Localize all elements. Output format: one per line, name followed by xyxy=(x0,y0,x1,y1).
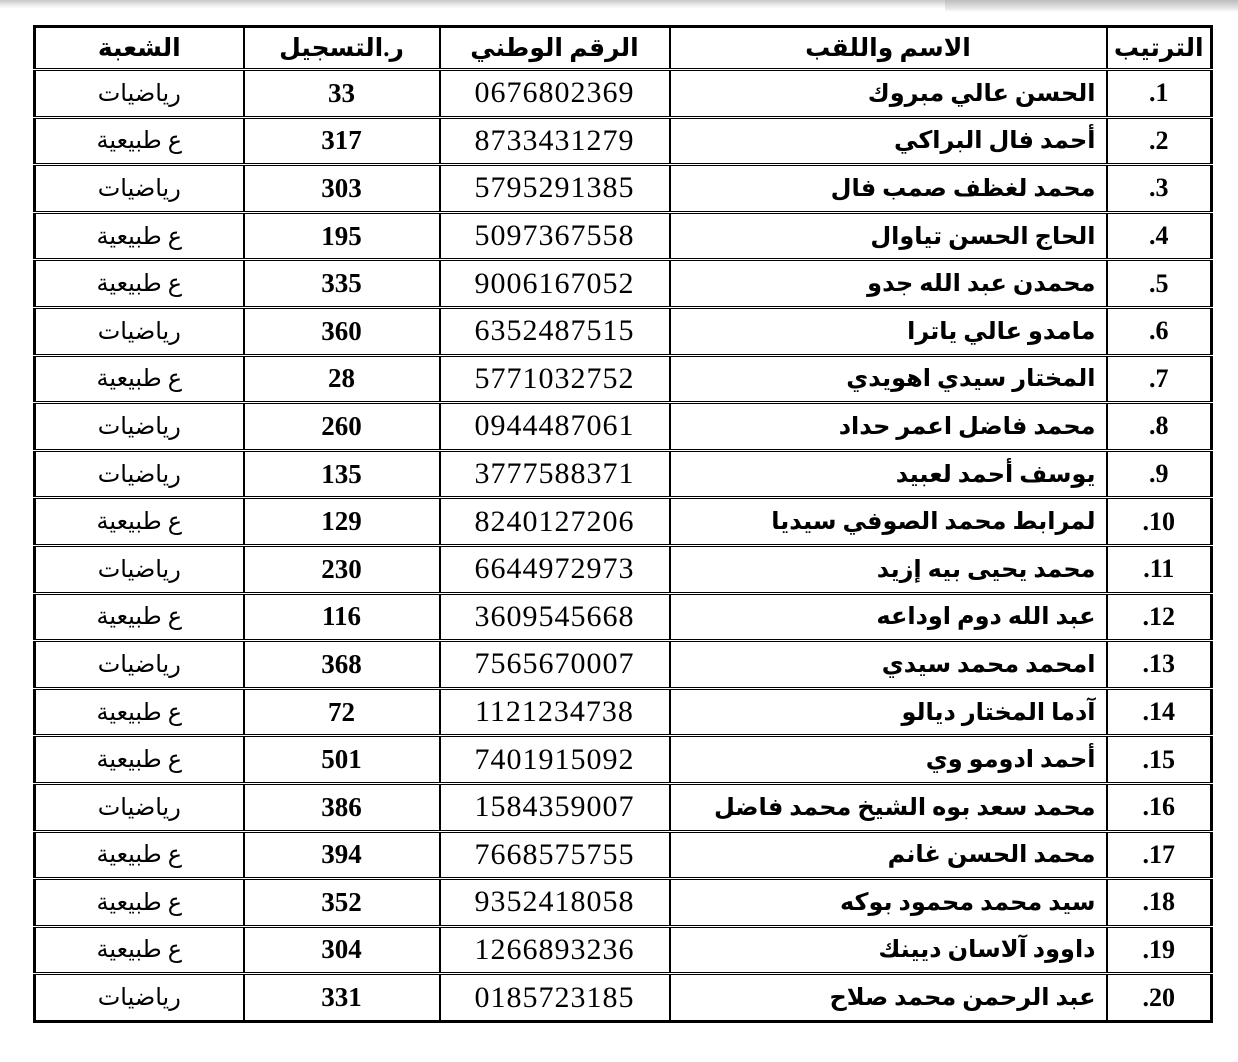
rank-cell: 7. xyxy=(1107,355,1212,403)
name-cell: سيد محمد محمود بوكه xyxy=(670,879,1107,927)
section-cell: ع طبيعية xyxy=(35,117,244,165)
students-ranking-table xyxy=(33,25,1213,1023)
national-id-cell: 7668575755 xyxy=(440,831,670,879)
table-row xyxy=(35,879,1212,927)
registration-cell: 230 xyxy=(244,545,440,593)
registration-cell: 304 xyxy=(244,926,440,974)
name-cell: يوسف أحمد لعبيد xyxy=(670,450,1107,498)
header-section: الشعبة xyxy=(35,27,244,70)
section-cell: رياضيات xyxy=(35,545,244,593)
rank-cell: 13. xyxy=(1107,641,1212,689)
rank-cell: 14. xyxy=(1107,688,1212,736)
national-id-cell: 0676802369 xyxy=(440,70,670,118)
section-cell: رياضيات xyxy=(35,70,244,118)
table-row xyxy=(35,641,1212,689)
table-row xyxy=(35,355,1212,403)
rank-cell: 3. xyxy=(1107,165,1212,213)
section-cell: ع طبيعية xyxy=(35,831,244,879)
name-cell: المختار سيدي اهويدي xyxy=(670,355,1107,403)
rank-cell: 1. xyxy=(1107,70,1212,118)
national-id-cell: 6352487515 xyxy=(440,307,670,355)
national-id-cell: 5097367558 xyxy=(440,212,670,260)
section-cell: ع طبيعية xyxy=(35,498,244,546)
section-cell: ع طبيعية xyxy=(35,688,244,736)
name-cell: الحسن عالي مبروك xyxy=(670,70,1107,118)
section-cell: ع طبيعية xyxy=(35,355,244,403)
national-id-cell: 8733431279 xyxy=(440,117,670,165)
header-name: الاسم واللقب xyxy=(670,27,1107,70)
registration-cell: 331 xyxy=(244,974,440,1022)
table-row xyxy=(35,70,1212,118)
rank-cell: 2. xyxy=(1107,117,1212,165)
header-row xyxy=(35,27,1212,70)
rank-cell: 17. xyxy=(1107,831,1212,879)
registration-cell: 317 xyxy=(244,117,440,165)
name-cell: محمد لغظف صمب فال xyxy=(670,165,1107,213)
table-row xyxy=(35,593,1212,641)
name-cell: أحمد ادومو وي xyxy=(670,736,1107,784)
table-row xyxy=(35,117,1212,165)
table-row xyxy=(35,403,1212,451)
rank-cell: 6. xyxy=(1107,307,1212,355)
section-cell: ع طبيعية xyxy=(35,926,244,974)
national-id-cell: 7401915092 xyxy=(440,736,670,784)
national-id-cell: 0944487061 xyxy=(440,403,670,451)
registration-cell: 368 xyxy=(244,641,440,689)
national-id-cell: 1584359007 xyxy=(440,783,670,831)
header-national-id: الرقم الوطني xyxy=(440,27,670,70)
header-registration: ر.التسجيل xyxy=(244,27,440,70)
registration-cell: 303 xyxy=(244,165,440,213)
section-cell: رياضيات xyxy=(35,974,244,1022)
name-cell: محمد فاضل اعمر حداد xyxy=(670,403,1107,451)
rank-cell: 18. xyxy=(1107,879,1212,927)
registration-cell: 501 xyxy=(244,736,440,784)
table-row xyxy=(35,307,1212,355)
table-row xyxy=(35,450,1212,498)
table-row xyxy=(35,736,1212,784)
registration-cell: 335 xyxy=(244,260,440,308)
name-cell: محمد سعد بوه الشيخ محمد فاضل xyxy=(670,783,1107,831)
table-row xyxy=(35,165,1212,213)
rank-cell: 11. xyxy=(1107,545,1212,593)
section-cell: ع طبيعية xyxy=(35,212,244,260)
rank-cell: 15. xyxy=(1107,736,1212,784)
table-row xyxy=(35,831,1212,879)
national-id-cell: 9352418058 xyxy=(440,879,670,927)
section-cell: ع طبيعية xyxy=(35,879,244,927)
name-cell: الحاج الحسن تياوال xyxy=(670,212,1107,260)
section-cell: رياضيات xyxy=(35,307,244,355)
rank-cell: 12. xyxy=(1107,593,1212,641)
section-cell: رياضيات xyxy=(35,403,244,451)
section-cell: رياضيات xyxy=(35,165,244,213)
registration-cell: 195 xyxy=(244,212,440,260)
national-id-cell: 6644972973 xyxy=(440,545,670,593)
national-id-cell: 3609545668 xyxy=(440,593,670,641)
table-row xyxy=(35,783,1212,831)
rank-cell: 9. xyxy=(1107,450,1212,498)
section-cell: رياضيات xyxy=(35,641,244,689)
rank-cell: 20. xyxy=(1107,974,1212,1022)
registration-cell: 28 xyxy=(244,355,440,403)
header-rank: الترتيب xyxy=(1107,27,1212,70)
national-id-cell: 5771032752 xyxy=(440,355,670,403)
name-cell: لمرابط محمد الصوفي سيديا xyxy=(670,498,1107,546)
registration-cell: 394 xyxy=(244,831,440,879)
scan-edge-artifact-right xyxy=(945,0,1238,12)
registration-cell: 33 xyxy=(244,70,440,118)
national-id-cell: 0185723185 xyxy=(440,974,670,1022)
name-cell: عبد الله دوم اوداعه xyxy=(670,593,1107,641)
national-id-cell: 1266893236 xyxy=(440,926,670,974)
national-id-cell: 3777588371 xyxy=(440,450,670,498)
name-cell: داوود آلاسان ديينك xyxy=(670,926,1107,974)
name-cell: محمد الحسن غانم xyxy=(670,831,1107,879)
name-cell: محمد يحيى بيه إزيد xyxy=(670,545,1107,593)
registration-cell: 352 xyxy=(244,879,440,927)
table-row xyxy=(35,974,1212,1022)
table-row xyxy=(35,545,1212,593)
registration-cell: 129 xyxy=(244,498,440,546)
national-id-cell: 1121234738 xyxy=(440,688,670,736)
registration-cell: 260 xyxy=(244,403,440,451)
name-cell: محمدن عبد الله جدو xyxy=(670,260,1107,308)
section-cell: ع طبيعية xyxy=(35,736,244,784)
section-cell: رياضيات xyxy=(35,450,244,498)
national-id-cell: 8240127206 xyxy=(440,498,670,546)
name-cell: أحمد فال البراكي xyxy=(670,117,1107,165)
registration-cell: 360 xyxy=(244,307,440,355)
rank-cell: 5. xyxy=(1107,260,1212,308)
name-cell: عبد الرحمن محمد صلاح xyxy=(670,974,1107,1022)
table-body xyxy=(35,70,1212,1022)
rank-cell: 10. xyxy=(1107,498,1212,546)
rank-cell: 16. xyxy=(1107,783,1212,831)
table-row xyxy=(35,498,1212,546)
national-id-cell: 9006167052 xyxy=(440,260,670,308)
section-cell: رياضيات xyxy=(35,783,244,831)
table-row xyxy=(35,926,1212,974)
section-cell: ع طبيعية xyxy=(35,260,244,308)
name-cell: آدما المختار ديالو xyxy=(670,688,1107,736)
national-id-cell: 7565670007 xyxy=(440,641,670,689)
registration-cell: 72 xyxy=(244,688,440,736)
rank-cell: 8. xyxy=(1107,403,1212,451)
rank-cell: 19. xyxy=(1107,926,1212,974)
rank-cell: 4. xyxy=(1107,212,1212,260)
registration-cell: 386 xyxy=(244,783,440,831)
registration-cell: 116 xyxy=(244,593,440,641)
table-row xyxy=(35,260,1212,308)
registration-cell: 135 xyxy=(244,450,440,498)
name-cell: مامدو عالي ياترا xyxy=(670,307,1107,355)
table-row xyxy=(35,688,1212,736)
name-cell: امحمد محمد سيدي xyxy=(670,641,1107,689)
national-id-cell: 5795291385 xyxy=(440,165,670,213)
section-cell: ع طبيعية xyxy=(35,593,244,641)
table-row xyxy=(35,212,1212,260)
